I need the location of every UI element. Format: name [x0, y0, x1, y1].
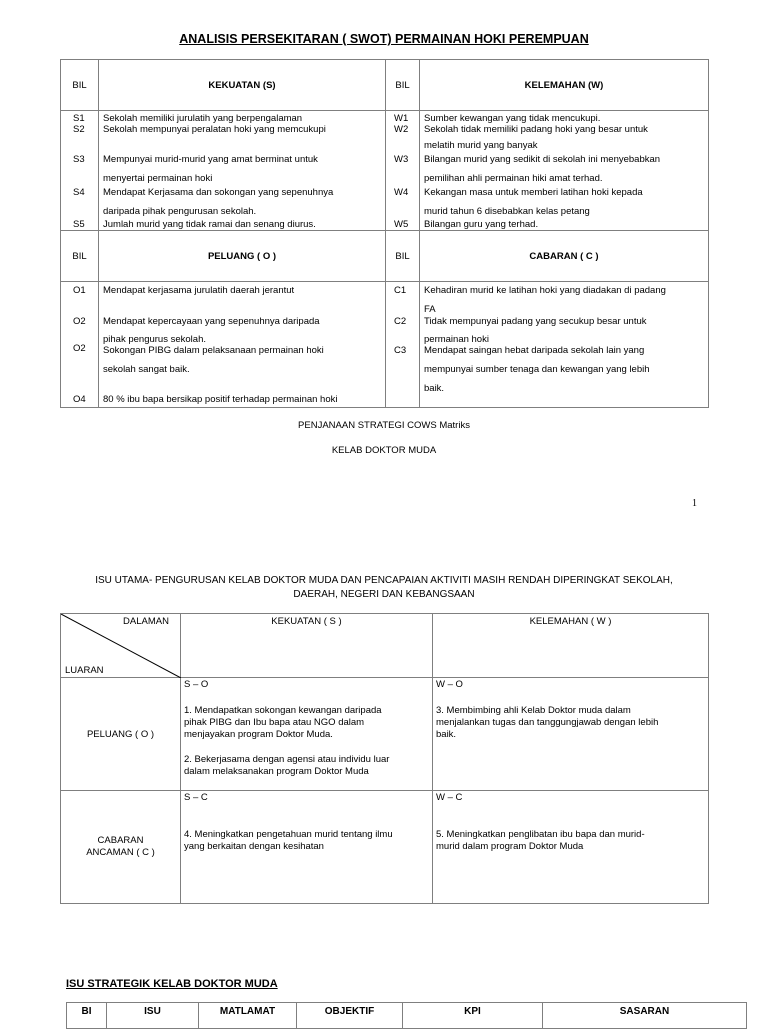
wo-label: W – O [436, 679, 463, 690]
bil-header: BIL [386, 231, 420, 282]
swot-table [60, 59, 709, 408]
strategic-table [66, 1002, 747, 1029]
luaran-label: LUARAN [65, 665, 104, 676]
sc-line: 4. Meningkatkan pengetahuan murid tentang ilmu [184, 829, 393, 840]
strength-line: Mendapat Kerjasama dan sokongan yang sepenuhnya [103, 187, 334, 198]
sc-line: yang berkaitan dengan kesihatan [184, 841, 324, 852]
code: O2 [73, 343, 86, 354]
threats-list [420, 282, 709, 408]
sc-label: S – C [184, 792, 208, 803]
weakness-line: Bilangan murid yang sedikit di sekolah ini menyebabkan [424, 154, 661, 165]
code: W3 [394, 154, 409, 165]
weakness-line: Sekolah tidak memiliki padang hoki yang besar untuk [424, 124, 648, 135]
so-cell [181, 678, 433, 791]
threat-line: FA [424, 304, 436, 315]
weakness-codes [386, 111, 420, 231]
matrix-weaknesses-label: KELEMAHAN ( W ) [529, 616, 612, 627]
strength-line: Mempunyai murid-murid yang amat berminat untuk [103, 154, 318, 165]
wc-line: murid dalam program Doktor Muda [436, 841, 584, 852]
wo-cell [433, 678, 709, 791]
matrix-weaknesses-header [433, 614, 709, 678]
matrix-opportunities-label: PELUANG ( O ) [61, 678, 181, 791]
weakness-line: Sumber kewangan yang tidak mencukupi. [424, 113, 601, 124]
strategic-title: ISU STRATEGIK KELAB DOKTOR MUDA [66, 978, 278, 990]
matrix-corner [61, 614, 181, 678]
opportunity-line: pihak pengurus sekolah. [103, 334, 206, 345]
col-header-matlamat: MATLAMAT [199, 1003, 297, 1029]
strengths-list [99, 111, 386, 231]
weakness-line: melatih murid yang banyak [424, 140, 538, 151]
code: O2 [73, 316, 86, 327]
opportunity-line: 80 % ibu bapa bersikap positif terhadap permainan hoki [103, 394, 338, 405]
strength-line: Sekolah mempunyai peralatan hoki yang memcukupi [103, 124, 326, 135]
code: C3 [394, 345, 407, 356]
code: C2 [394, 316, 407, 327]
weakness-line: Kekangan masa untuk memberi latihan hoki kepada [424, 187, 643, 198]
main-issue [60, 574, 708, 602]
strengths-header: KEKUATAN (S) [99, 60, 386, 111]
threats-label-line: ANCAMAN ( C ) [86, 847, 155, 858]
document-title: ANALISIS PERSEKITARAN ( SWOT) PERMAINAN HOKI PEREMPUAN [179, 32, 589, 46]
weaknesses-header: KELEMAHAN (W) [420, 60, 709, 111]
wc-cell [433, 791, 709, 904]
main-issue-line: ISU UTAMA- PENGURUSAN KELAB DOKTOR MUDA DAN PENCAPAIAN AKTIVITI MASIH RENDAH DIPERINGKAT SEKOLAH, [95, 575, 673, 586]
wc-label: W – C [436, 792, 463, 803]
matrix-strengths-label: KEKUATAN ( S ) [271, 616, 342, 627]
strength-codes [61, 111, 99, 231]
threat-line: Tidak mempunyai padang yang secukup besar untuk [424, 316, 647, 327]
code: O4 [73, 394, 86, 405]
opportunity-line: Mendapat kepercayaan yang sepenuhnya daripada [103, 316, 320, 327]
threat-codes [386, 282, 420, 408]
cows-heading: PENJANAAN STRATEGI COWS Matriks [298, 420, 470, 431]
wc-line: 5. Meningkatkan penglibatan ibu bapa dan murid- [436, 829, 645, 840]
code: S2 [73, 124, 85, 135]
main-issue-line: DAERAH, NEGERI DAN KEBANGSAAN [293, 589, 475, 600]
wo-line: 3. Membimbing ahli Kelab Doktor muda dalam [436, 705, 631, 716]
dalaman-label: DALAMAN [123, 616, 169, 627]
opportunity-line: Mendapat kerjasama jurulatih daerah jerantut [103, 285, 295, 296]
code: W5 [394, 219, 409, 230]
page-number: 1 [692, 498, 697, 509]
so-line: 2. Bekerjasama dengan agensi atau individu luar [184, 754, 390, 765]
code: S1 [73, 113, 85, 124]
threat-line: Mendapat saingan hebat daripada sekolah lain yang [424, 345, 645, 356]
opportunity-codes [61, 282, 99, 408]
wo-line: baik. [436, 729, 457, 740]
bil-header: BIL [386, 60, 420, 111]
col-header-bi: BI [67, 1003, 107, 1029]
strength-line: Sekolah memiliki jurulatih yang berpengalaman [103, 113, 303, 124]
so-line: dalam melaksanakan program Doktor Muda [184, 766, 369, 777]
code: S3 [73, 154, 85, 165]
weakness-line: Bilangan guru yang terhad. [424, 219, 539, 230]
code: C1 [394, 285, 407, 296]
so-line: menjayakan program Doktor Muda. [184, 729, 333, 740]
strength-line: menyertai permainan hoki [103, 173, 213, 184]
so-line: pihak PIBG dan Ibu bapa atau NGO dalam [184, 717, 365, 728]
threat-line: permainan hoki [424, 334, 489, 345]
code: S4 [73, 187, 85, 198]
code: W2 [394, 124, 409, 135]
cows-matrix [60, 613, 709, 904]
code: O1 [73, 285, 86, 296]
weakness-line: murid tahun 6 disebabkan kelas petang [424, 206, 590, 217]
wo-line: menjalankan tugas dan tanggungjawab dengan lebih [436, 717, 659, 728]
matrix-threats-label [61, 791, 181, 904]
weaknesses-list [420, 111, 709, 231]
threat-line: Kehadiran murid ke latihan hoki yang diadakan di padang [424, 285, 666, 296]
threats-header: CABARAN ( C ) [420, 231, 709, 282]
threats-label-line: CABARAN [97, 835, 144, 846]
bil-header: BIL [61, 60, 99, 111]
col-header-sasaran: SASARAN [543, 1003, 747, 1029]
opportunity-line: Sokongan PIBG dalam pelaksanaan permainan hoki [103, 345, 324, 356]
col-header-objektif: OBJEKTIF [297, 1003, 403, 1029]
code: S5 [73, 219, 85, 230]
opportunities-list [99, 282, 386, 408]
opportunity-line: sekolah sangat baik. [103, 364, 190, 375]
so-line: 1. Mendapatkan sokongan kewangan daripada [184, 705, 382, 716]
opportunities-header: PELUANG ( O ) [99, 231, 386, 282]
matrix-strengths-header [181, 614, 433, 678]
col-header-isu: ISU [107, 1003, 199, 1029]
threat-line: mempunyai sumber tenaga dan kewangan yang lebih [424, 364, 650, 375]
club-heading: KELAB DOKTOR MUDA [331, 445, 437, 456]
threat-line: baik. [424, 383, 445, 394]
weakness-line: pemilihan ahli permainan hiki amat terhad. [424, 173, 603, 184]
code: W1 [394, 113, 409, 124]
sc-cell [181, 791, 433, 904]
code: W4 [394, 187, 409, 198]
strength-line: daripada pihak pengurusan sekolah. [103, 206, 257, 217]
col-header-kpi: KPI [403, 1003, 543, 1029]
strength-line: Jumlah murid yang tidak ramai dan senang diurus. [103, 219, 316, 230]
so-label: S – O [184, 679, 209, 690]
bil-header: BIL [61, 231, 99, 282]
